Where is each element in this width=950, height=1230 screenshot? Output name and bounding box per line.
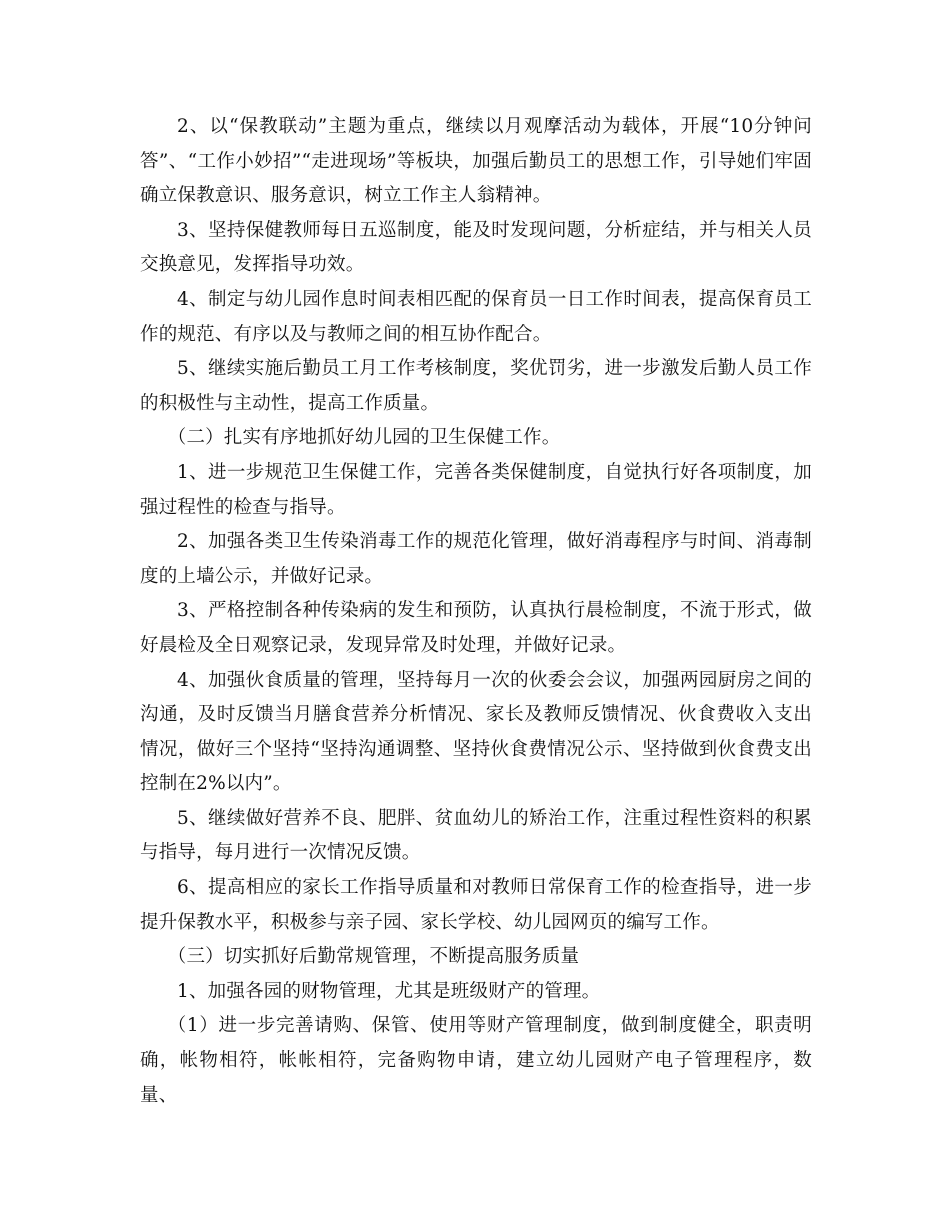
paragraph-management-1-1: （1）进一步完善请购、保管、使用等财产管理制度，做到制度健全，职责明确，帐物相符，帐帐相符，完备购物申请，建立幼儿园财产电子管理程序，数量、 [140, 1015, 812, 1106]
paragraph-health-4: 4、加强伙食质量的管理，坚持每月一次的伙委会会议，加强两园厨房之间的沟通，及时反馈当月膳食营养分析情况、家长及教师反馈情况、伙食费收入支出情况，做好三个坚持“坚持沟通调整、坚持伙食费情况公示、坚持做到伙食费支出控制在2%以内”。 [140, 669, 812, 795]
paragraph-health-2: 2、加强各类卫生传染消毒工作的规范化管理，做好消毒程序与时间、消毒制度的上墙公示，并做好记录。 [140, 531, 812, 587]
paragraph-item-2: 2、以“保教联动”主题为重点，继续以月观摩活动为载体，开展“10分钟问答”、“工作小妙招”“走进现场”等板块，加强后勤员工的思想工作，引导她们牢固确立保教意识、服务意识，树立工作主人翁精神。 [140, 116, 812, 207]
document-body [140, 110, 812, 1113]
paragraph-health-5: 5、继续做好营养不良、肥胖、贫血幼儿的矫治工作，注重过程性资料的积累与指导，每月进行一次情况反馈。 [140, 807, 812, 864]
paragraph-health-3: 3、严格控制各种传染病的发生和预防，认真执行晨检制度，不流于形式，做好晨检及全日观察记录，发现异常及时处理，并做好记录。 [140, 600, 812, 656]
section-heading-2: （二）扎实有序地抓好幼儿园的卫生保健工作。 [167, 427, 561, 449]
paragraph-health-6: 6、提高相应的家长工作指导质量和对教师日常保育工作的检查指导，进一步提升保教水平，积极参与亲子园、家长学校、幼儿园网页的编写工作。 [140, 877, 812, 933]
paragraph-item-3: 3、坚持保健教师每日五巡制度，能及时发现问题，分析症结，并与相关人员交换意见，发挥指导功效。 [140, 219, 812, 276]
paragraph-management-1: 1、加强各园的财物管理，尤其是班级财产的管理。 [177, 980, 601, 1002]
paragraph-health-1: 1、进一步规范卫生保健工作，完善各类保健制度，自觉执行好各项制度，加强过程性的检查与指导。 [140, 461, 812, 518]
section-heading-3: （三）切实抓好后勤常规管理，不断提高服务质量 [167, 946, 580, 968]
paragraph-item-5: 5、继续实施后勤员工月工作考核制度，奖优罚劣，进一步激发后勤人员工作的积极性与主动性，提高工作质量。 [140, 358, 812, 414]
paragraph-item-4: 4、制定与幼儿园作息时间表相匹配的保育员一日工作时间表，提高保育员工作的规范、有序以及与教师之间的相互协作配合。 [140, 288, 812, 345]
